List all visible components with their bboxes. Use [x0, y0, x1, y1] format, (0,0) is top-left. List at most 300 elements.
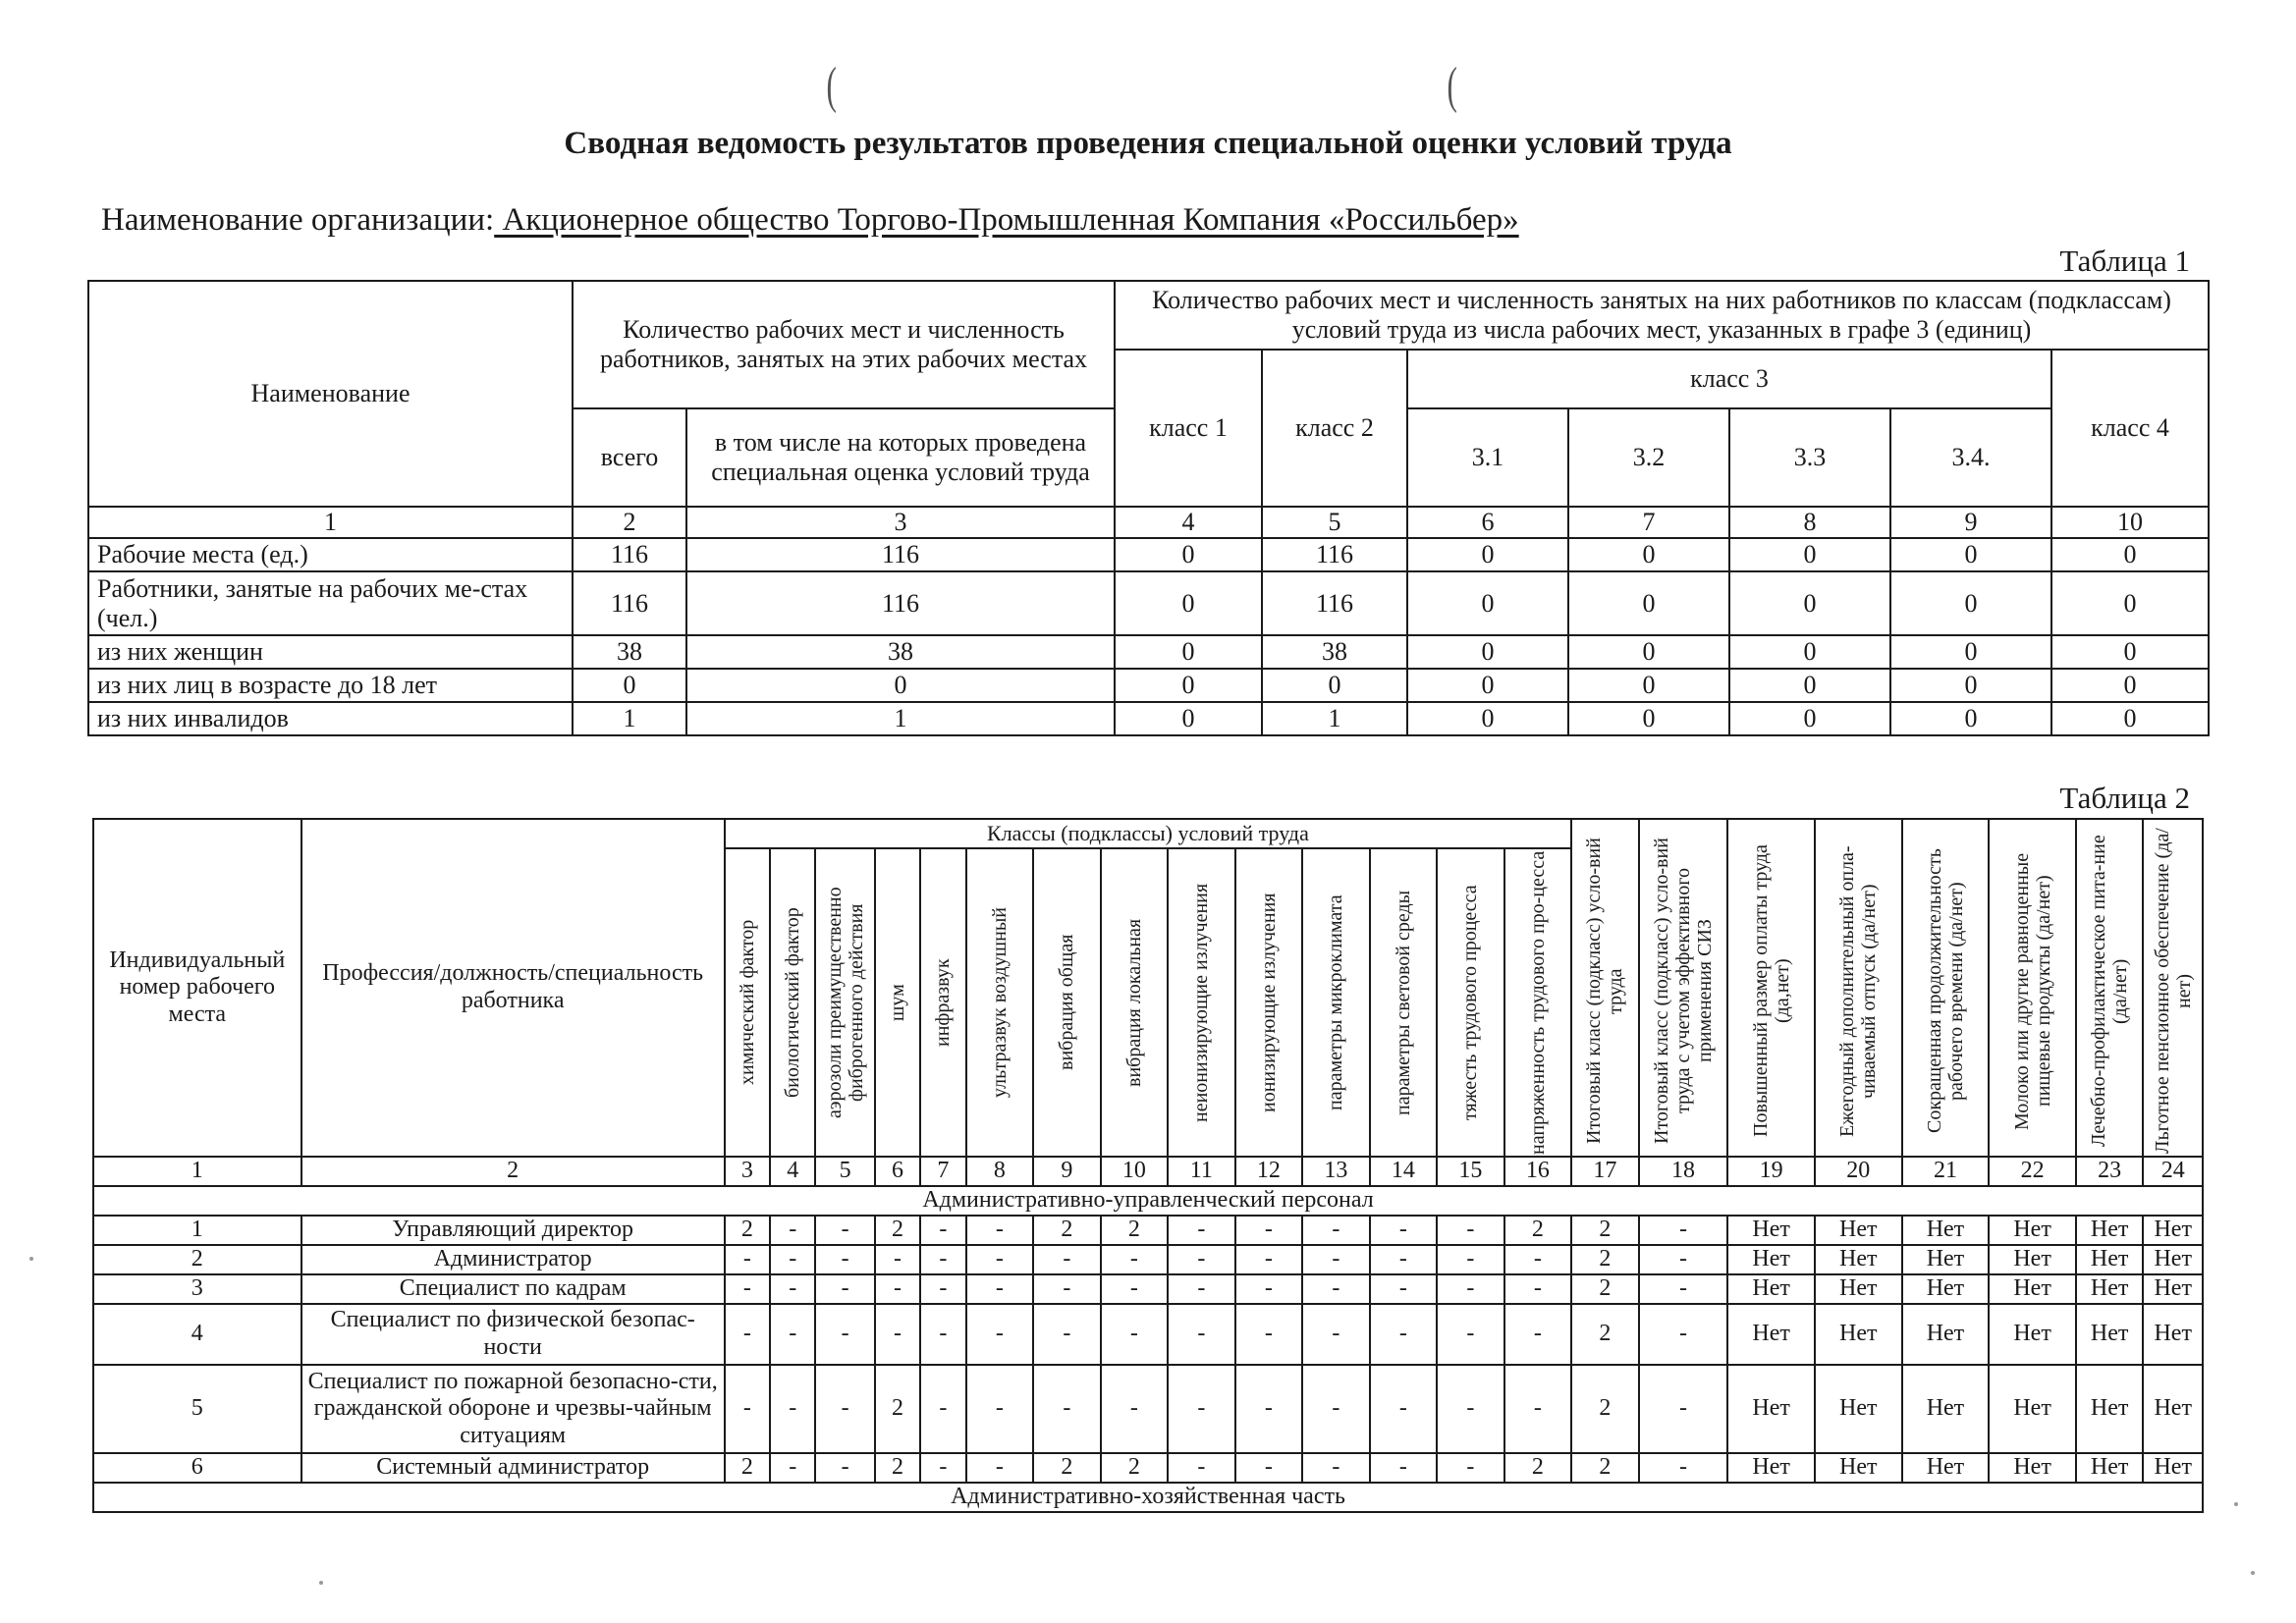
t2-cell: Нет [2143, 1365, 2203, 1453]
t2-cell: - [1437, 1304, 1504, 1365]
t2-workplace-id: 5 [93, 1365, 301, 1453]
t1-cell: 116 [573, 571, 686, 635]
t2-cell: Нет [2143, 1216, 2203, 1245]
t2-cell: 2 [725, 1453, 770, 1483]
t2-data-row [93, 1304, 2203, 1365]
t2-header-final-class-siz [1639, 819, 1728, 1157]
t2-colnum: 6 [875, 1157, 920, 1186]
t2-profession: Специалист по пожарной безопасно-сти, гражданской обороне и чрезвы-чайным ситуациям [301, 1365, 725, 1453]
t1-colnum: 10 [2051, 507, 2209, 538]
t2-header-factor [1302, 848, 1370, 1157]
t2-cell: - [1235, 1245, 1303, 1274]
t2-cell: Нет [1902, 1453, 1990, 1483]
t2-cell: - [1168, 1304, 1235, 1365]
t2-cell: - [725, 1365, 770, 1453]
t2-cell: - [875, 1245, 920, 1274]
t2-cell: - [1639, 1245, 1728, 1274]
t1-row-label: Рабочие места (ед.) [88, 538, 573, 571]
t2-cell: Нет [1727, 1245, 1815, 1274]
t2-header-factor-text: химический фактор [736, 919, 758, 1086]
t2-header-milk [1989, 819, 2076, 1157]
t1-cell: 1 [686, 702, 1115, 735]
t2-colnum: 23 [2076, 1157, 2144, 1186]
t2-header-final-class [1571, 819, 1639, 1157]
t2-profession: Администратор [301, 1245, 725, 1274]
t2-cell: - [875, 1274, 920, 1304]
t2-header-factor [815, 848, 874, 1157]
t2-header-pension-text: Льготное пенсионное обеспечение (да/нет) [2151, 828, 2195, 1155]
t2-header-hours-text: Сокращенная продолжительность рабочего времени (да/нет) [1923, 848, 1967, 1134]
t2-cell: - [770, 1216, 815, 1245]
t1-header-class4: класс 4 [2051, 350, 2209, 507]
t2-data-row [93, 1453, 2203, 1483]
t2-header-factor-text: ионизирующие излучения [1257, 893, 1280, 1112]
t2-cell: - [920, 1365, 965, 1453]
t2-cell: Нет [1815, 1365, 1902, 1453]
t1-header-class3: класс 3 [1407, 350, 2051, 408]
t2-cell: Нет [1989, 1453, 2076, 1483]
t2-cell: Нет [2076, 1304, 2144, 1365]
t1-row-disabled [88, 702, 2209, 735]
t2-cell: - [1370, 1274, 1438, 1304]
t2-cell: - [1101, 1365, 1169, 1453]
t1-cell: 116 [1262, 538, 1407, 571]
t2-header-final-class-text: Итоговый класс (подкласс) усло-вий труда [1583, 838, 1627, 1145]
t2-cell: Нет [1989, 1304, 2076, 1365]
t2-header-factor [1168, 848, 1235, 1157]
t2-header-classes-group: Классы (подклассы) условий труда [725, 819, 1571, 848]
t2-cell: Нет [1815, 1245, 1902, 1274]
t2-colnum: 18 [1639, 1157, 1728, 1186]
t2-cell: 2 [1101, 1453, 1169, 1483]
t2-cell: - [1302, 1216, 1370, 1245]
t2-profession: Специалист по физической безопас-ности [301, 1304, 725, 1365]
t2-cell: - [920, 1453, 965, 1483]
t1-colnum: 6 [1407, 507, 1568, 538]
t2-cell: 2 [1571, 1274, 1639, 1304]
t2-cell: - [1235, 1216, 1303, 1245]
t2-cell: - [815, 1216, 874, 1245]
t1-header-sub-3-1: 3.1 [1407, 408, 1568, 507]
t1-cell: 0 [2051, 669, 2209, 702]
t2-cell: Нет [1815, 1274, 1902, 1304]
t2-cell: Нет [1902, 1274, 1990, 1304]
t2-header-factor-text: тяжесть трудового процесса [1459, 885, 1482, 1120]
t2-cell: - [920, 1216, 965, 1245]
t2-header-factor [1101, 848, 1169, 1157]
t2-cell: 2 [1033, 1216, 1101, 1245]
t1-column-numbers [88, 507, 2209, 538]
t2-cell: Нет [1727, 1274, 1815, 1304]
t2-cell: 2 [1571, 1365, 1639, 1453]
t1-cell: 116 [573, 538, 686, 571]
t2-cell: Нет [1902, 1216, 1990, 1245]
t2-cell: Нет [2076, 1245, 2144, 1274]
t2-cell: - [1504, 1304, 1572, 1365]
t1-row-label: Работники, занятые на рабочих ме-стах (чел.) [88, 571, 573, 635]
t2-colnum: 5 [815, 1157, 874, 1186]
t1-cell: 0 [2051, 635, 2209, 669]
t2-colnum: 21 [1902, 1157, 1990, 1186]
t1-cell: 0 [1890, 635, 2051, 669]
t2-header-nutrition-text: Лечебно-профилактическое пита-ние (да/нет) [2088, 835, 2132, 1148]
t2-section-admin-household: Административно-хозяйственная часть [93, 1483, 2203, 1512]
t2-cell: - [1101, 1304, 1169, 1365]
t2-colnum: 14 [1370, 1157, 1438, 1186]
table1-caption: Таблица 1 [2059, 243, 2190, 278]
t1-cell: 1 [573, 702, 686, 735]
t2-data-row [93, 1365, 2203, 1453]
t2-data-row [93, 1216, 2203, 1245]
t2-cell: - [1302, 1274, 1370, 1304]
t2-cell: 2 [1101, 1216, 1169, 1245]
t2-header-factor-text: аэрозоли преимущественно фиброгенного действия [823, 887, 867, 1118]
t2-cell: - [1639, 1216, 1728, 1245]
t2-cell: Нет [2143, 1304, 2203, 1365]
t1-cell: 0 [1568, 635, 1729, 669]
t2-header-factor [1437, 848, 1504, 1157]
t2-cell: - [1168, 1274, 1235, 1304]
t2-cell: - [1235, 1274, 1303, 1304]
t2-cell: - [1504, 1274, 1572, 1304]
t2-cell: - [725, 1274, 770, 1304]
t1-cell: 0 [1115, 571, 1262, 635]
t2-cell: - [920, 1304, 965, 1365]
t2-cell: - [920, 1245, 965, 1274]
t1-cell: 1 [1262, 702, 1407, 735]
t2-colnum: 20 [1815, 1157, 1902, 1186]
t1-cell: 0 [1115, 702, 1262, 735]
table2-caption: Таблица 2 [2059, 781, 2190, 815]
t2-cell: - [1033, 1365, 1101, 1453]
t2-cell: Нет [2076, 1453, 2144, 1483]
t2-colnum: 3 [725, 1157, 770, 1186]
t2-cell: - [1437, 1453, 1504, 1483]
t2-cell: 2 [1571, 1245, 1639, 1274]
t2-cell: - [1302, 1304, 1370, 1365]
t1-cell: 0 [1729, 702, 1890, 735]
t2-workplace-id: 6 [93, 1453, 301, 1483]
t2-header-factor-text: шум [887, 984, 909, 1021]
t2-section-row [93, 1186, 2203, 1216]
t2-header-factor-text: инфразвук [932, 958, 955, 1047]
t2-header-nutrition [2076, 819, 2144, 1157]
t2-header-leave-text: Ежегодный дополнительный опла-чиваемый отпуск (да/нет) [1836, 845, 1881, 1137]
t1-cell: 0 [1407, 635, 1568, 669]
t2-colnum: 11 [1168, 1157, 1235, 1186]
t2-cell: Нет [1989, 1245, 2076, 1274]
t2-data-row [93, 1245, 2203, 1274]
t2-cell: - [770, 1453, 815, 1483]
t2-colnum: 13 [1302, 1157, 1370, 1186]
t1-colnum: 4 [1115, 507, 1262, 538]
t2-header-factor-text: вибрация общая [1056, 934, 1078, 1071]
t2-header-factor-text: вибрация локальная [1122, 918, 1145, 1087]
t2-profession: Специалист по кадрам [301, 1274, 725, 1304]
t2-header-factor [770, 848, 815, 1157]
t2-cell: - [1639, 1304, 1728, 1365]
organization-name: Акционерное общество Торгово-Промышленная Компания «Россильбер» [494, 202, 1519, 238]
t2-cell: - [966, 1245, 1034, 1274]
t2-header-id: Индивидуальный номер рабочего места [93, 819, 301, 1157]
t2-cell: - [1235, 1365, 1303, 1453]
t2-header-factor [875, 848, 920, 1157]
t2-cell: Нет [2076, 1365, 2144, 1453]
t2-cell: - [966, 1304, 1034, 1365]
t2-cell: - [1168, 1365, 1235, 1453]
scan-mark-left: ( [826, 58, 837, 114]
t2-cell: Нет [1727, 1304, 1815, 1365]
t2-column-numbers [93, 1157, 2203, 1186]
t1-cell: 0 [1407, 571, 1568, 635]
t2-cell: Нет [1902, 1365, 1990, 1453]
t1-cell: 0 [1568, 571, 1729, 635]
t2-header-final-class-siz-text: Итоговый класс (подкласс) усло-вий труда с учетом эффективного применения СИЗ [1650, 838, 1716, 1145]
t1-header-total: всего [573, 408, 686, 507]
t1-header-class1: класс 1 [1115, 350, 1262, 507]
t2-header-factor [1235, 848, 1303, 1157]
t1-row-under18 [88, 669, 2209, 702]
t2-cell: 2 [1504, 1453, 1572, 1483]
t2-cell: - [966, 1274, 1034, 1304]
t2-header-factor-text: неионизирующие излучения [1190, 883, 1213, 1122]
t1-header-assessed: в том числе на которых проведена специальная оценка условий труда [686, 408, 1115, 507]
t2-cell: Нет [1727, 1365, 1815, 1453]
t2-cell: Нет [1815, 1216, 1902, 1245]
t2-cell: - [1437, 1365, 1504, 1453]
t1-colnum: 9 [1890, 507, 2051, 538]
t2-header-pay-text: Повышенный размер оплаты труда (да,нет) [1749, 844, 1793, 1138]
t2-cell: Нет [1815, 1453, 1902, 1483]
t2-colnum: 10 [1101, 1157, 1169, 1186]
t1-cell: 0 [1568, 702, 1729, 735]
t2-cell: - [770, 1304, 815, 1365]
scan-speck [2234, 1502, 2238, 1506]
t1-colnum: 1 [88, 507, 573, 538]
t2-cell: - [1504, 1245, 1572, 1274]
t2-colnum: 4 [770, 1157, 815, 1186]
t1-colnum: 5 [1262, 507, 1407, 538]
t2-cell: 2 [1571, 1304, 1639, 1365]
scan-speck [2251, 1571, 2255, 1575]
t1-cell: 0 [2051, 538, 2209, 571]
t2-header-factor-text: ультразвук воздушный [988, 907, 1011, 1098]
t2-cell: - [1437, 1245, 1504, 1274]
t2-cell: - [1370, 1304, 1438, 1365]
t2-cell: - [770, 1245, 815, 1274]
t2-cell: - [1101, 1274, 1169, 1304]
t1-cell: 116 [686, 571, 1115, 635]
t1-cell: 0 [1729, 635, 1890, 669]
t1-row-workplaces [88, 538, 2209, 571]
t2-workplace-id: 2 [93, 1245, 301, 1274]
t2-cell: - [1370, 1453, 1438, 1483]
t2-cell: - [1033, 1274, 1101, 1304]
scan-speck [319, 1581, 323, 1585]
t1-cell: 0 [1890, 538, 2051, 571]
t2-workplace-id: 4 [93, 1304, 301, 1365]
t2-cell: - [815, 1274, 874, 1304]
t1-cell: 38 [573, 635, 686, 669]
t2-header-leave [1815, 819, 1902, 1157]
t1-cell: 0 [1115, 669, 1262, 702]
t1-cell: 0 [1568, 538, 1729, 571]
t2-cell: Нет [2076, 1274, 2144, 1304]
t2-section-row [93, 1483, 2203, 1512]
t1-colnum: 3 [686, 507, 1115, 538]
t2-header-factor-text: параметры световой среды [1392, 890, 1414, 1115]
t2-cell: - [725, 1245, 770, 1274]
t2-data-row [93, 1274, 2203, 1304]
t1-header-class2: класс 2 [1262, 350, 1407, 507]
t2-cell: - [770, 1365, 815, 1453]
t2-cell: Нет [2143, 1453, 2203, 1483]
t2-cell: - [1437, 1216, 1504, 1245]
t2-header-factor [920, 848, 965, 1157]
t1-cell: 0 [1407, 669, 1568, 702]
t2-cell: 2 [1571, 1216, 1639, 1245]
t2-cell: Нет [1727, 1216, 1815, 1245]
t2-colnum: 15 [1437, 1157, 1504, 1186]
t1-row-label: из них инвалидов [88, 702, 573, 735]
t2-cell: 2 [875, 1365, 920, 1453]
t2-cell: - [966, 1453, 1034, 1483]
t2-colnum: 8 [966, 1157, 1034, 1186]
t1-cell: 0 [1729, 669, 1890, 702]
t1-row-label: из них лиц в возрасте до 18 лет [88, 669, 573, 702]
t1-cell: 116 [686, 538, 1115, 571]
document-title: Сводная ведомость результатов проведения специальной оценки условий труда [564, 126, 1732, 161]
t2-colnum: 2 [301, 1157, 725, 1186]
t2-colnum: 12 [1235, 1157, 1303, 1186]
t2-workplace-id: 1 [93, 1216, 301, 1245]
t2-colnum: 22 [1989, 1157, 2076, 1186]
t2-cell: - [1639, 1365, 1728, 1453]
t2-cell: - [1437, 1274, 1504, 1304]
t2-header-pay [1727, 819, 1815, 1157]
t2-cell: 2 [1571, 1453, 1639, 1483]
t1-cell: 0 [1890, 571, 2051, 635]
t1-cell: 0 [2051, 571, 2209, 635]
t2-colnum: 17 [1571, 1157, 1639, 1186]
t2-profession: Управляющий директор [301, 1216, 725, 1245]
t2-cell: - [1639, 1453, 1728, 1483]
t1-cell: 0 [1729, 571, 1890, 635]
t2-cell: Нет [1989, 1274, 2076, 1304]
t2-colnum: 19 [1727, 1157, 1815, 1186]
t2-cell: - [1033, 1304, 1101, 1365]
t2-header-pension [2143, 819, 2203, 1157]
t2-cell: - [1370, 1365, 1438, 1453]
t2-cell: - [815, 1453, 874, 1483]
t1-cell: 38 [1262, 635, 1407, 669]
t2-header-factor [1504, 848, 1572, 1157]
t2-cell: Нет [1989, 1365, 2076, 1453]
t1-header-sub-3-3: 3.3 [1729, 408, 1890, 507]
t2-cell: - [1302, 1453, 1370, 1483]
t2-colnum: 1 [93, 1157, 301, 1186]
t1-cell: 116 [1262, 571, 1407, 635]
scan-mark-right: ( [1447, 58, 1457, 114]
t2-cell: Нет [1727, 1453, 1815, 1483]
t2-colnum: 7 [920, 1157, 965, 1186]
t1-cell: 0 [1890, 702, 2051, 735]
workplace-table [92, 818, 2204, 1513]
t2-header-factor [725, 848, 770, 1157]
t1-cell: 0 [1262, 669, 1407, 702]
t1-row-women [88, 635, 2209, 669]
t1-cell: 0 [1729, 538, 1890, 571]
t2-section-admin-management: Административно-управленческий персонал [93, 1186, 2203, 1216]
t1-header-sub-3-2: 3.2 [1568, 408, 1729, 507]
t2-cell: Нет [2143, 1245, 2203, 1274]
t2-cell: - [815, 1304, 874, 1365]
t2-cell: - [1168, 1453, 1235, 1483]
t2-cell: - [966, 1216, 1034, 1245]
t2-cell: - [815, 1365, 874, 1453]
organization-label: Наименование организации: [101, 202, 495, 238]
t2-cell: 2 [1033, 1453, 1101, 1483]
t2-cell: - [1235, 1453, 1303, 1483]
t2-colnum: 24 [2143, 1157, 2203, 1186]
t1-header-name: Наименование [88, 281, 573, 507]
t1-cell: 38 [686, 635, 1115, 669]
summary-table [87, 280, 2210, 736]
t2-cell: - [1235, 1304, 1303, 1365]
t1-header-group-b: Количество рабочих мест и численность занятых на них работников по классам (подклассам) условий труда из числа рабочих мест, указанных в графе 3 (единиц) [1115, 281, 2209, 350]
t1-cell: 0 [1568, 669, 1729, 702]
t2-colnum: 9 [1033, 1157, 1101, 1186]
t2-header-profession: Профессия/должность/специальность работника [301, 819, 725, 1157]
t2-cell: - [1101, 1245, 1169, 1274]
t2-cell: Нет [1815, 1304, 1902, 1365]
t1-cell: 0 [2051, 702, 2209, 735]
t2-cell: Нет [1902, 1245, 1990, 1274]
t2-cell: 2 [875, 1453, 920, 1483]
t2-cell: 2 [875, 1216, 920, 1245]
t2-workplace-id: 3 [93, 1274, 301, 1304]
t2-header-factor-text: биологический фактор [782, 907, 804, 1098]
t2-cell: - [1168, 1216, 1235, 1245]
t2-cell: - [1370, 1245, 1438, 1274]
t2-cell: - [875, 1304, 920, 1365]
t2-cell: - [815, 1245, 874, 1274]
t2-cell: Нет [1989, 1216, 2076, 1245]
t1-cell: 0 [1115, 635, 1262, 669]
t1-cell: 0 [1890, 669, 2051, 702]
t2-header-milk-text: Молоко или другие равноценные пищевые продукты (да/нет) [2010, 852, 2054, 1130]
t1-colnum: 8 [1729, 507, 1890, 538]
t2-cell: 2 [725, 1216, 770, 1245]
t2-header-factor [1370, 848, 1438, 1157]
t1-colnum: 2 [573, 507, 686, 538]
t2-cell: 2 [1504, 1216, 1572, 1245]
t2-cell: - [1639, 1274, 1728, 1304]
t1-cell: 0 [573, 669, 686, 702]
t2-cell: - [966, 1365, 1034, 1453]
t2-cell: - [1302, 1365, 1370, 1453]
t2-cell: - [1370, 1216, 1438, 1245]
t2-header-factor-text: параметры микроклимата [1325, 894, 1347, 1110]
organization-line [101, 202, 1519, 239]
t2-header-factor-text: напряженность трудового про-цесса [1526, 850, 1549, 1155]
t2-cell: - [1168, 1245, 1235, 1274]
t1-header-sub-3-4: 3.4. [1890, 408, 2051, 507]
scan-speck [29, 1257, 33, 1261]
t1-cell: 0 [1407, 538, 1568, 571]
t2-header-factor [1033, 848, 1101, 1157]
t2-cell: - [1504, 1365, 1572, 1453]
